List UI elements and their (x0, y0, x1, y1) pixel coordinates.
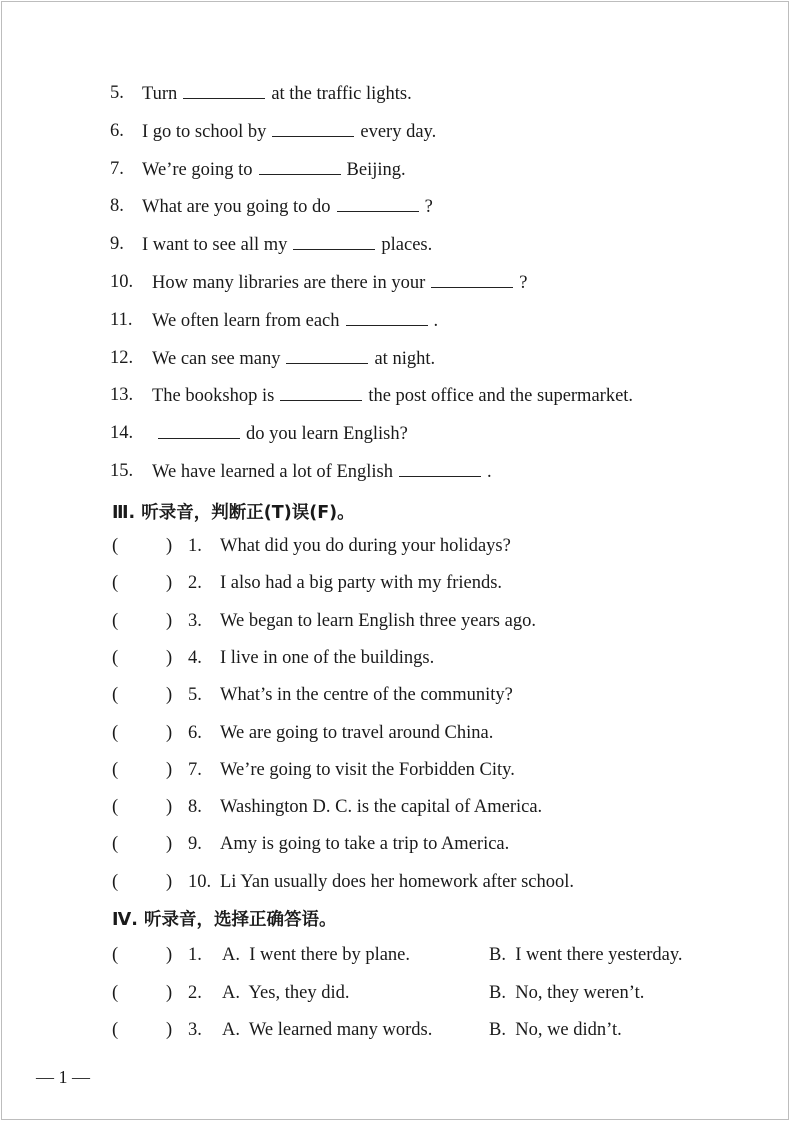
option-a: A. I went there by plane. (222, 945, 411, 965)
item-text: We’re going to visit the Forbidden City. (220, 759, 515, 780)
item-text-after: . (486, 462, 492, 482)
item-number: 5. (110, 83, 124, 103)
answer-paren-close[interactable]: ) (166, 982, 173, 1003)
answer-paren-close[interactable]: ) (166, 610, 173, 631)
item-text-after: ? (519, 273, 528, 293)
answer-paren-open[interactable]: ( (112, 945, 119, 965)
item-text-before: I go to school by (142, 121, 267, 142)
item-text-after: Beijing. (346, 159, 406, 180)
answer-blank[interactable] (259, 158, 341, 175)
answer-blank[interactable] (431, 271, 513, 288)
answer-paren-open[interactable]: ( (112, 759, 119, 780)
item-number: 7. (188, 759, 202, 780)
answer-paren-close[interactable]: ) (166, 871, 173, 892)
item-text-before: We can see many (152, 348, 281, 369)
item-number: 7. (110, 158, 124, 179)
answer-paren-open[interactable]: ( (112, 722, 119, 743)
item-text: Li Yan usually does her homework after school. (220, 871, 575, 892)
item-text-after: the post office and the supermarket. (368, 386, 634, 407)
item-text-before: We have learned a lot of English (152, 462, 393, 482)
item-number: 11. (110, 309, 133, 330)
answer-paren-close[interactable]: ) (166, 536, 173, 556)
item-text: What did you do during your holidays? (220, 536, 511, 556)
answer-blank[interactable] (293, 233, 375, 250)
item-number: 2. (188, 982, 202, 1003)
answer-paren-close[interactable]: ) (166, 759, 173, 780)
item-number: 3. (188, 610, 202, 631)
item-number: 2. (188, 573, 202, 594)
item-number: 10. (188, 871, 212, 892)
item-text-before: How many libraries are there in your (152, 273, 426, 293)
item-text-after: at the traffic lights. (271, 84, 412, 104)
answer-blank[interactable] (346, 309, 428, 326)
item-text-after: at night. (374, 348, 436, 369)
item-number: 4. (188, 647, 202, 668)
answer-paren-open[interactable]: ( (112, 536, 119, 556)
item-text-before: What are you going to do (142, 197, 331, 218)
answer-paren-open[interactable]: ( (112, 871, 119, 892)
answer-blank[interactable] (280, 384, 362, 401)
item-text-before: I want to see all my (142, 235, 288, 256)
answer-paren-close[interactable]: ) (166, 685, 173, 706)
answer-paren-close[interactable]: ) (166, 797, 173, 818)
answer-blank[interactable] (399, 460, 481, 477)
item-text-after: . (433, 310, 439, 331)
option-b: B. No, they weren’t. (489, 982, 645, 1003)
answer-blank[interactable] (272, 120, 354, 137)
answer-paren-close[interactable]: ) (166, 1020, 173, 1040)
item-number: 14. (110, 423, 134, 444)
answer-blank[interactable] (286, 347, 368, 364)
answer-paren-open[interactable]: ( (112, 647, 119, 668)
item-text-after: every day. (360, 121, 437, 142)
item-text: We are going to travel around China. (220, 722, 494, 743)
answer-paren-close[interactable]: ) (166, 834, 173, 855)
item-number: 3. (188, 1020, 202, 1040)
item-text: What’s in the centre of the community? (220, 685, 513, 706)
answer-paren-close[interactable]: ) (166, 647, 173, 668)
section-4-title: Ⅳ. 听录音，选择正确答语。 (112, 910, 337, 930)
answer-paren-open[interactable]: ( (112, 797, 119, 818)
item-number: 9. (188, 834, 202, 855)
option-b: B. No, we didn’t. (489, 1020, 622, 1040)
item-number: 12. (110, 347, 134, 368)
option-a: A. We learned many words. (222, 1020, 433, 1040)
answer-paren-open[interactable]: ( (112, 982, 119, 1003)
item-number: 1. (188, 945, 202, 965)
option-b: B. I went there yesterday. (489, 945, 683, 965)
item-text-after: places. (381, 235, 433, 256)
answer-blank[interactable] (158, 422, 240, 439)
item-number: 13. (110, 385, 134, 406)
answer-paren-close[interactable]: ) (166, 722, 173, 743)
answer-paren-open[interactable]: ( (112, 834, 119, 855)
answer-blank[interactable] (337, 195, 419, 212)
answer-paren-close[interactable]: ) (166, 573, 173, 594)
item-text: I also had a big party with my friends. (220, 573, 503, 594)
item-text: I live in one of the buildings. (220, 647, 435, 668)
answer-blank[interactable] (183, 82, 265, 99)
answer-paren-open[interactable]: ( (112, 1020, 119, 1040)
item-number: 10. (110, 272, 134, 292)
item-number: 6. (188, 722, 202, 743)
answer-paren-open[interactable]: ( (112, 685, 119, 706)
item-number: 8. (188, 797, 202, 818)
item-number: 5. (188, 685, 202, 706)
item-text: We began to learn English three years ago. (220, 610, 536, 631)
answer-paren-open[interactable]: ( (112, 573, 119, 594)
answer-paren-close[interactable]: ) (166, 945, 173, 965)
item-text: Washington D. C. is the capital of America. (220, 797, 543, 818)
item-text-after: ? (424, 197, 433, 218)
item-number: 8. (110, 196, 124, 217)
item-number: 9. (110, 234, 124, 255)
section-3-title: Ⅲ. 听录音，判断正(T)误(F)。 (112, 503, 355, 523)
item-text-before: We often learn from each (152, 310, 340, 331)
item-text: Amy is going to take a trip to America. (220, 834, 510, 855)
answer-paren-open[interactable]: ( (112, 610, 119, 631)
page-number: — 1 — (36, 1067, 90, 1087)
item-text-before: We’re going to (142, 159, 253, 180)
item-number: 15. (110, 461, 134, 481)
item-text-before: Turn (142, 84, 178, 104)
item-number: 1. (188, 536, 202, 556)
option-a: A. Yes, they did. (222, 982, 350, 1003)
item-text-after: do you learn English? (246, 424, 408, 445)
item-text-before: The bookshop is (152, 386, 275, 407)
item-number: 6. (110, 120, 124, 141)
